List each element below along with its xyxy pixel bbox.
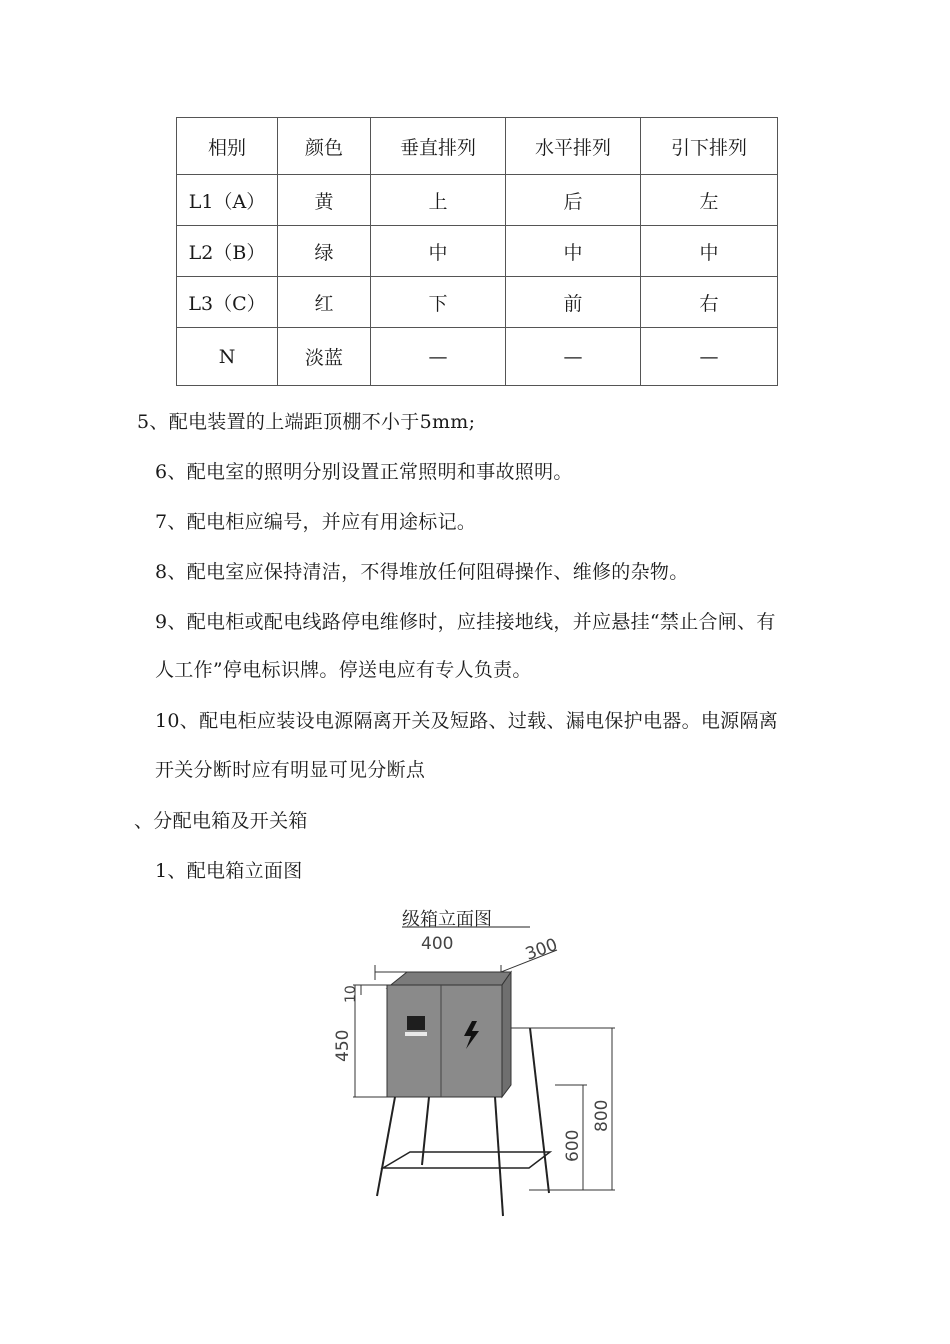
total-height-label: 800 bbox=[592, 1099, 612, 1132]
paragraph-10-line-1: 10、配电柜应装设电源隔离开关及短路、过载、漏电保护电器。电源隔离 bbox=[155, 710, 779, 732]
table-cell: 左 bbox=[641, 175, 778, 226]
paragraph-7: 7、配电柜应编号，并应有用途标记。 bbox=[155, 511, 477, 533]
table-cell: 中 bbox=[371, 226, 506, 277]
table-cell: 右 bbox=[641, 277, 778, 328]
table-row bbox=[177, 328, 778, 386]
leg-frame-bar bbox=[383, 1152, 550, 1168]
table-cell: — bbox=[506, 328, 641, 386]
cabinet-side bbox=[502, 972, 511, 1097]
table-cell: 黄 bbox=[278, 175, 371, 226]
table-cell: — bbox=[641, 328, 778, 386]
box-height-label: 450 bbox=[333, 1029, 353, 1062]
paragraph-6: 6、配电室的照明分别设置正常照明和事故照明。 bbox=[155, 461, 573, 483]
diagram-title: 级箱立面图 bbox=[402, 909, 492, 929]
meter-label-plate bbox=[405, 1032, 427, 1036]
paragraph-5: 5、配电装置的上端距顶棚不小于5mm; bbox=[137, 411, 476, 433]
table-cell: 绿 bbox=[278, 226, 371, 277]
table-cell: 上 bbox=[371, 175, 506, 226]
leg-back-right bbox=[530, 1028, 549, 1193]
table-cell: L3（C） bbox=[177, 277, 278, 328]
depth-label: 300 bbox=[522, 934, 561, 965]
leg-height-label: 600 bbox=[563, 1129, 583, 1162]
table-cell: 中 bbox=[641, 226, 778, 277]
paragraph-9-line-2: 人工作”停电标识牌。停送电应有专人负责。 bbox=[155, 659, 532, 681]
table-cell: 红 bbox=[278, 277, 371, 328]
top-gap-label: 10 bbox=[343, 985, 359, 1003]
table-row bbox=[177, 277, 778, 328]
table-header-row bbox=[177, 118, 778, 175]
table-cell: 前 bbox=[506, 277, 641, 328]
leg-back-left bbox=[422, 1097, 429, 1165]
table-cell: 后 bbox=[506, 175, 641, 226]
table-cell: 淡蓝 bbox=[278, 328, 371, 386]
meter-icon bbox=[407, 1016, 425, 1030]
table-cell: 下 bbox=[371, 277, 506, 328]
leg-front-right bbox=[495, 1097, 503, 1216]
paragraph-10-line-2: 开关分断时应有明显可见分断点 bbox=[155, 759, 426, 781]
width-label: 400 bbox=[421, 934, 454, 954]
paragraph-8: 8、配电室应保持清洁，不得堆放任何阻碍操作、维修的杂物。 bbox=[155, 561, 689, 583]
table-row bbox=[177, 226, 778, 277]
table-cell: L2（B） bbox=[177, 226, 278, 277]
table-cell: 中 bbox=[506, 226, 641, 277]
table-cell: — bbox=[371, 328, 506, 386]
section-heading: 、分配电箱及开关箱 bbox=[134, 810, 308, 832]
subsection-heading: 1、配电箱立面图 bbox=[155, 860, 303, 882]
table-cell: L1（A） bbox=[177, 175, 278, 226]
table-header-cell: 相别 bbox=[177, 118, 278, 175]
table-header-cell: 颜色 bbox=[278, 118, 371, 175]
distribution-box-elevation-diagram bbox=[325, 900, 635, 1220]
table-cell: N bbox=[177, 328, 278, 386]
table-header-cell: 垂直排列 bbox=[371, 118, 506, 175]
table-header-cell: 引下排列 bbox=[641, 118, 778, 175]
phase-color-table bbox=[176, 117, 778, 386]
table-row bbox=[177, 175, 778, 226]
paragraph-9-line-1: 9、配电柜或配电线路停电维修时，应挂接地线，并应悬挂“禁止合闸、有 bbox=[155, 611, 776, 633]
cabinet-front bbox=[387, 985, 502, 1097]
table-header-cell: 水平排列 bbox=[506, 118, 641, 175]
leg-front-left bbox=[377, 1097, 395, 1196]
